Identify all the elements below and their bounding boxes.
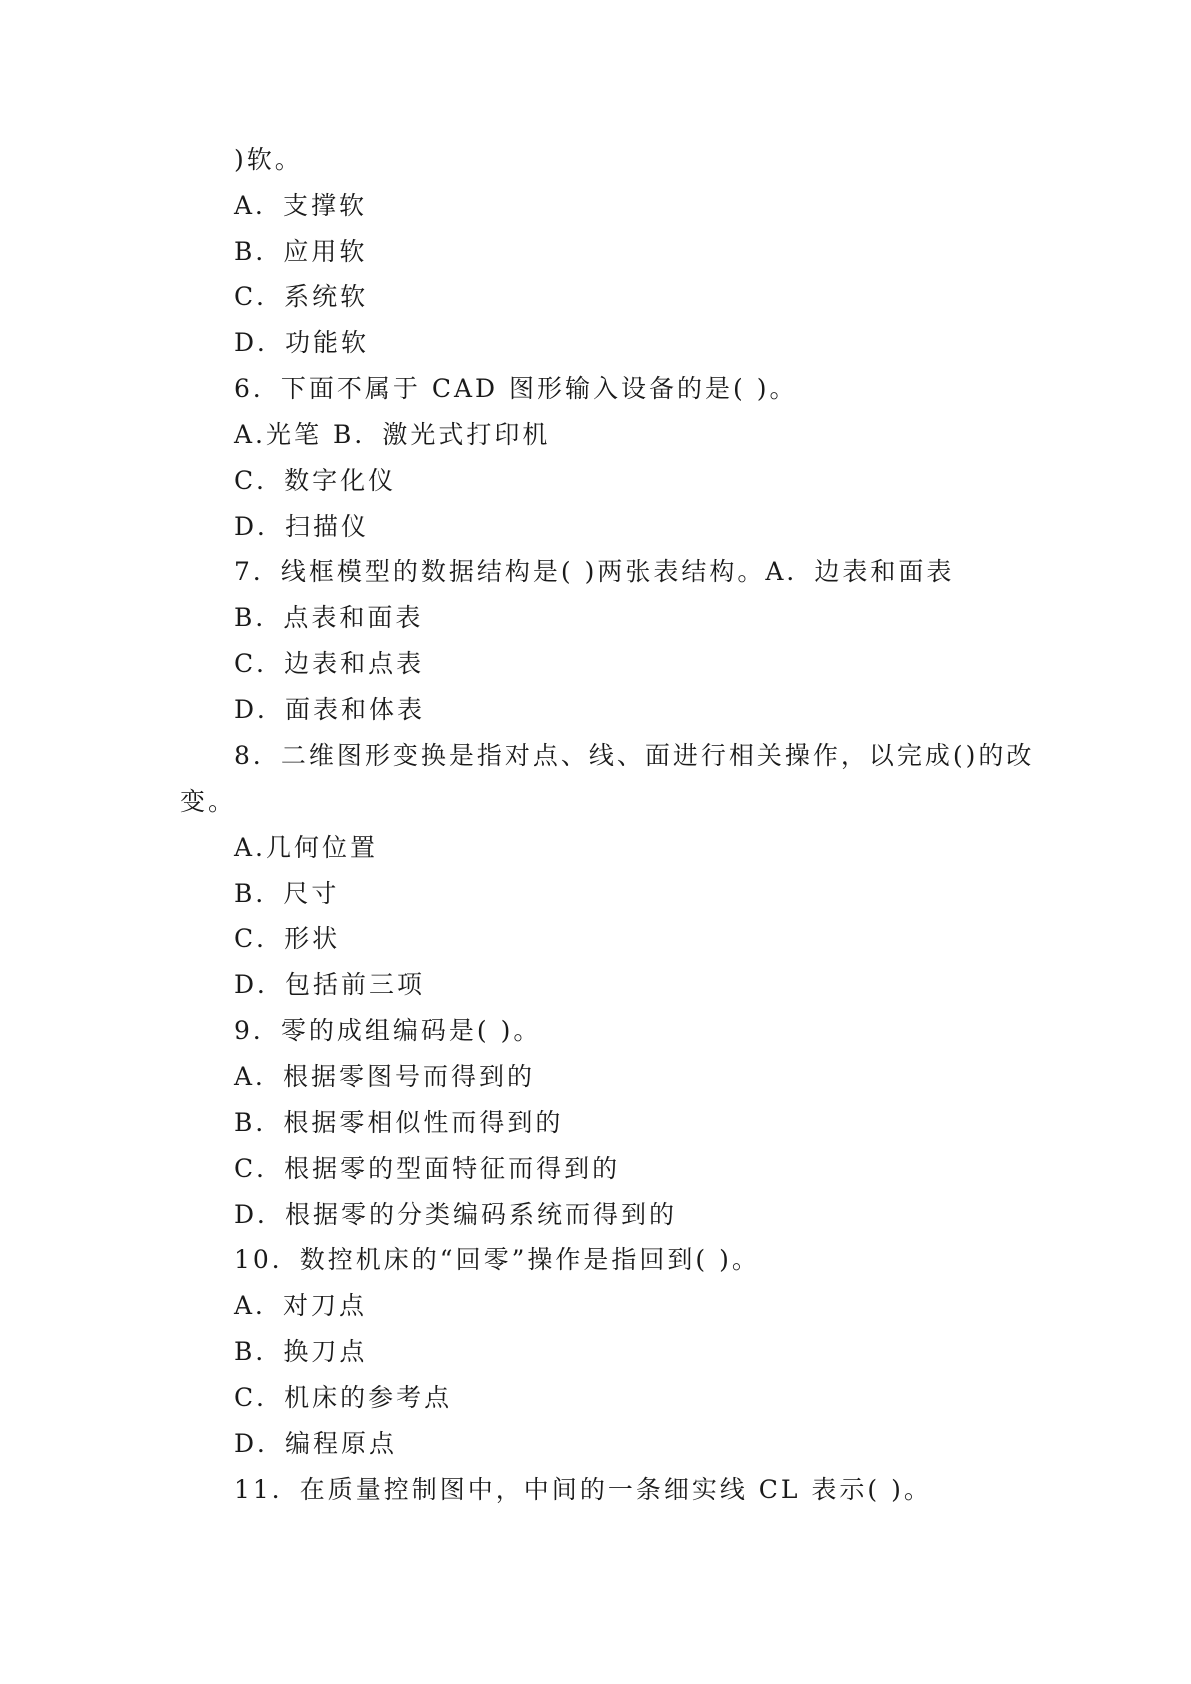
option-line: A.几何位置 <box>234 833 379 862</box>
option-line: C．边表和点表 <box>234 649 425 678</box>
question-line: 10．数控机床的“回零”操作是指回到( )。 <box>234 1245 760 1274</box>
option-line: B．换刀点 <box>234 1337 368 1366</box>
option-line: D．面表和体表 <box>234 695 426 724</box>
option-line: A.光笔 B．激光式打印机 <box>234 420 551 449</box>
text-line: )软。 <box>234 145 303 174</box>
option-line: B．根据零相似性而得到的 <box>234 1108 564 1137</box>
option-line: D．扫描仪 <box>234 512 370 541</box>
question-line: 8．二维图形变换是指对点、线、面进行相关操作，以完成()的改 <box>234 741 1035 770</box>
option-line: C．系统软 <box>234 282 369 311</box>
question-line-continued: 变。 <box>180 787 237 816</box>
question-line: 9．零的成组编码是( )。 <box>234 1016 542 1045</box>
option-line: B．应用软 <box>234 237 368 266</box>
option-line: B．尺寸 <box>234 879 340 908</box>
option-line: C．根据零的型面特征而得到的 <box>234 1154 621 1183</box>
option-line: C．形状 <box>234 924 341 953</box>
option-line: B．点表和面表 <box>234 603 424 632</box>
question-line: 11．在质量控制图中，中间的一条细实线 CL 表示( )。 <box>234 1475 932 1504</box>
option-line: C．数字化仪 <box>234 466 397 495</box>
question-line: 7．线框模型的数据结构是( )两张表结构。A．边表和面表 <box>234 557 955 586</box>
option-line: D．功能软 <box>234 328 370 357</box>
option-line: A．支撑软 <box>234 191 368 220</box>
option-line: D．包括前三项 <box>234 970 426 999</box>
option-line: D．根据零的分类编码系统而得到的 <box>234 1200 678 1229</box>
option-line: C．机床的参考点 <box>234 1383 453 1412</box>
question-line: 6．下面不属于 CAD 图形输入设备的是( )。 <box>234 374 798 403</box>
option-line: A．对刀点 <box>234 1291 368 1320</box>
option-line: D．编程原点 <box>234 1429 398 1458</box>
option-line: A．根据零图号而得到的 <box>234 1062 536 1091</box>
